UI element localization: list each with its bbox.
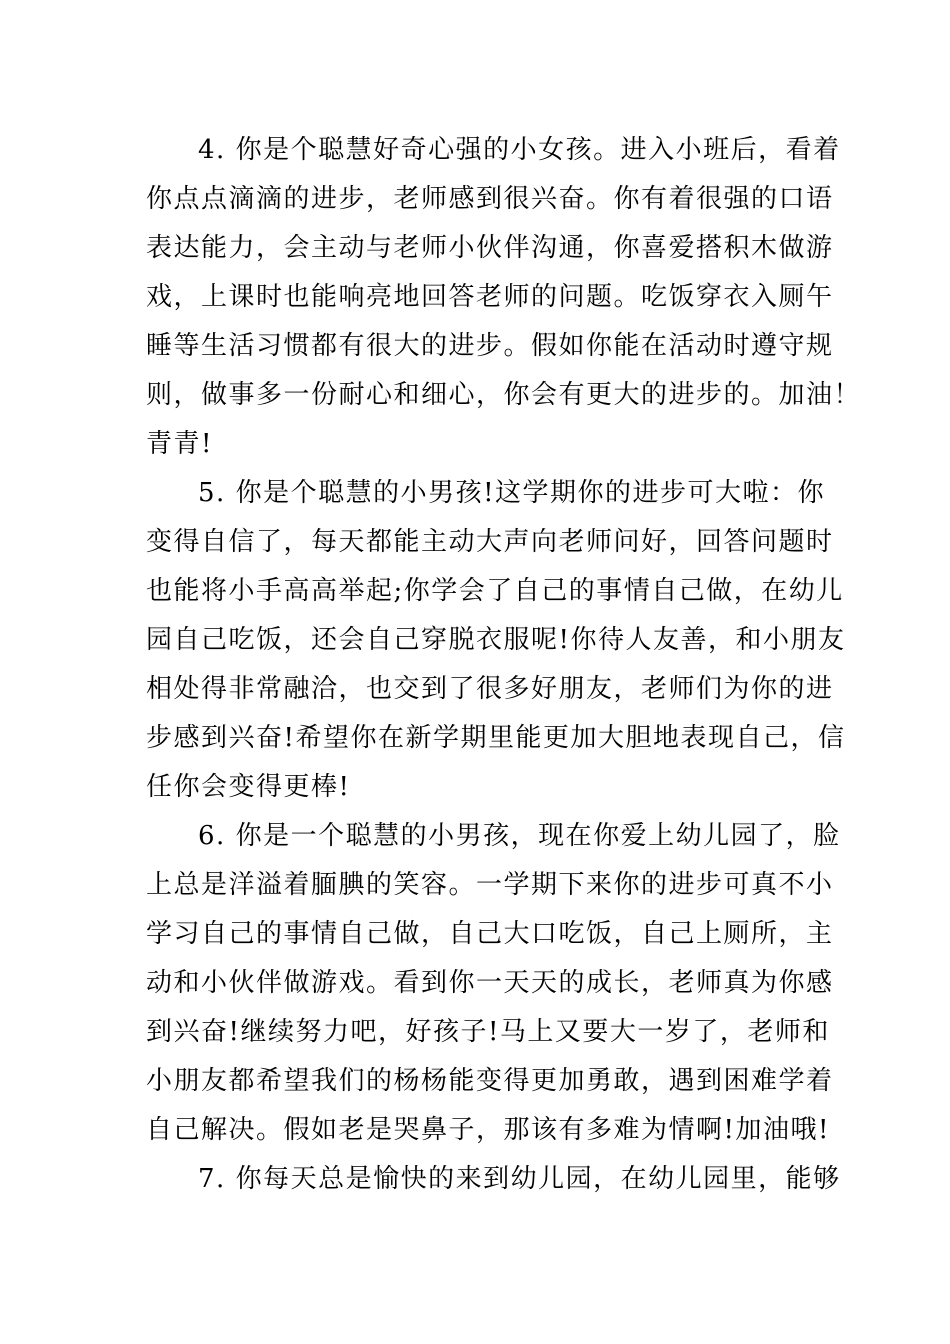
text-line: 你点点滴滴的进步，老师感到很兴奋。你有着很强的口语: [146, 184, 834, 214]
text-line: 也能将小手高高举起;你学会了自己的事情自己做，在幼儿: [146, 576, 844, 606]
text-line: 园自己吃饭，还会自己穿脱衣服呢!你待人友善，和小朋友: [146, 625, 846, 655]
text-line: 到兴奋!继续努力吧，好孩子!马上又要大一岁了，老师和: [146, 1017, 830, 1047]
text-line: 戏，上课时也能响亮地回答老师的问题。吃饭穿衣入厕午: [146, 282, 834, 312]
text-line: 小朋友都希望我们的杨杨能变得更加勇敢，遇到困难学着: [146, 1066, 834, 1096]
paragraph-7: [146, 1155, 841, 1204]
text-line: 步感到兴奋!希望你在新学期里能更加大胆地表现自己，信: [146, 723, 846, 753]
text-line: 7. 你每天总是愉快的来到幼儿园，在幼儿园里，能够: [198, 1164, 841, 1194]
paragraph-6: [146, 812, 841, 1155]
text-line: 6. 你是一个聪慧的小男孩，现在你爱上幼儿园了，脸: [198, 821, 841, 851]
text-line: 睡等生活习惯都有很大的进步。假如你能在活动时遵守规: [146, 331, 834, 361]
text-line: 青青!: [146, 429, 213, 459]
paragraph-5: [146, 469, 846, 812]
text-line: 任你会变得更棒!: [146, 772, 351, 802]
text-line: 自己解决。假如老是哭鼻子，那该有多难为情啊!加油哦!: [146, 1115, 830, 1145]
paragraph-4: [146, 126, 862, 469]
text-line: 表达能力，会主动与老师小伙伴沟通，你喜爱搭积木做游: [146, 233, 834, 263]
text-line: 变得自信了，每天都能主动大声向老师问好，回答问题时: [146, 527, 834, 557]
text-line: 4. 你是个聪慧好奇心强的小女孩。进入小班后，看着: [198, 135, 841, 165]
text-line: 则，做事多一份耐心和细心，你会有更大的进步的。加油！: [146, 380, 862, 410]
text-line: 动和小伙伴做游戏。看到你一天天的成长，老师真为你感: [146, 968, 834, 998]
text-line: 上总是洋溢着腼腆的笑容。一学期下来你的进步可真不小: [146, 870, 834, 900]
document-body: [146, 126, 862, 1204]
text-line: 相处得非常融洽，也交到了很多好朋友，老师们为你的进: [146, 674, 834, 704]
text-line: 学习自己的事情自己做，自己大口吃饭，自己上厕所，主: [146, 919, 834, 949]
text-line: 5. 你是个聪慧的小男孩!这学期你的进步可大啦：你: [198, 478, 826, 508]
